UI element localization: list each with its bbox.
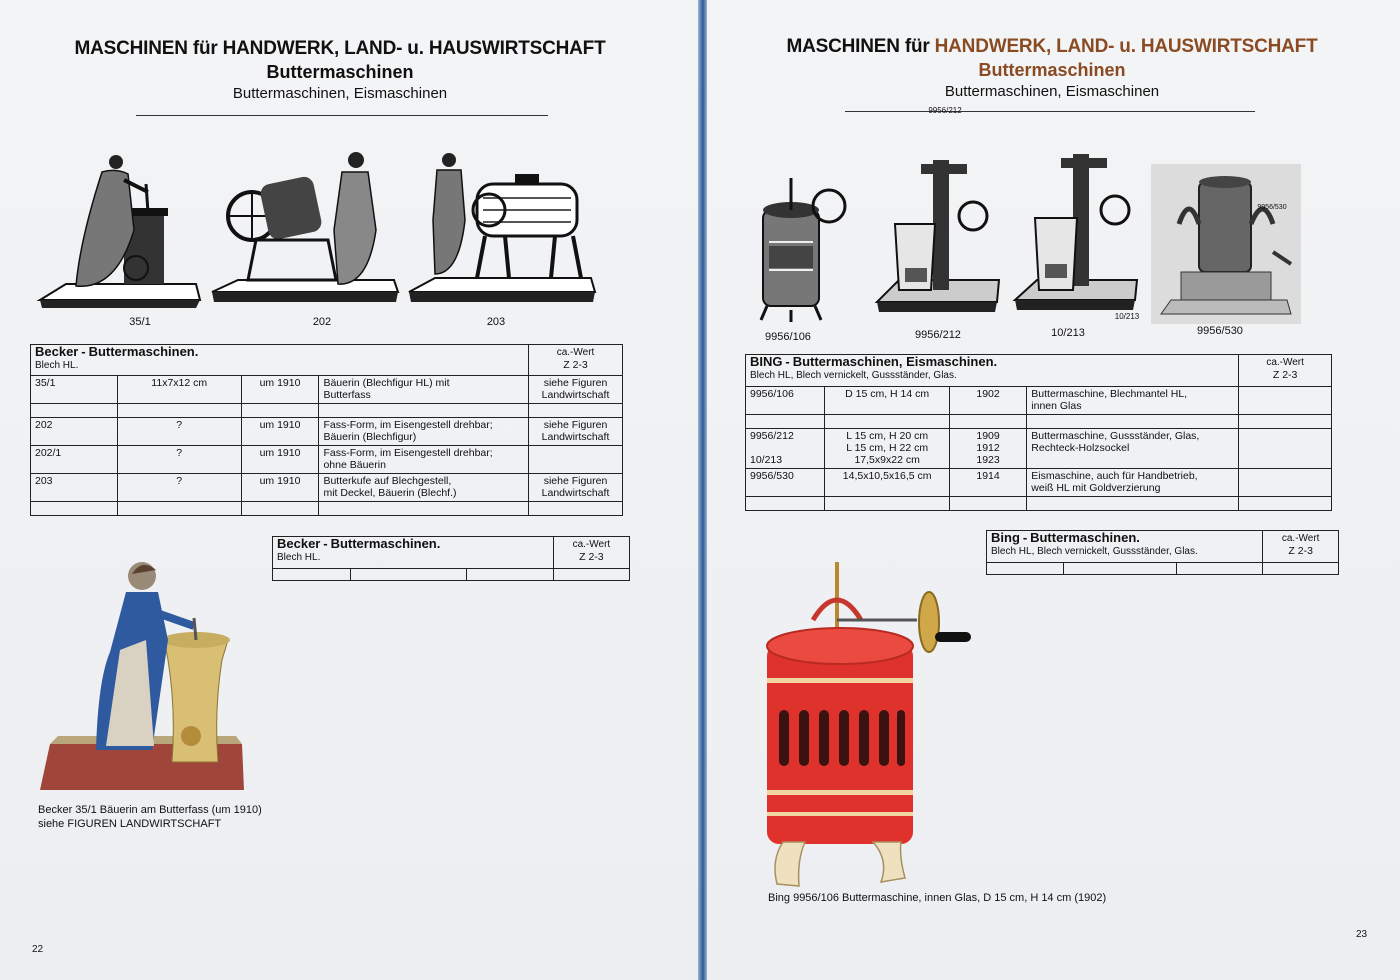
tub-churn-illustration [405, 150, 597, 312]
churn-9956-212-illustration [873, 150, 1003, 326]
right-page [707, 0, 1400, 980]
page-subtitle: Buttermaschinen, Eismaschinen [232, 85, 448, 102]
page-number: 22 [32, 944, 44, 955]
photo-caption: Bing 9956/106 Buttermaschine, innen Glas, D 15 cm, H 14 cm (1902) [768, 892, 1107, 904]
barrel-churn-illustration [208, 150, 400, 310]
table-row: 202 ? um 1910 Fass-Form, im Eisengestell drehbar; Bäuerin (Blechfigur) siehe Figuren Landwirtschaft [31, 418, 623, 446]
left-page [0, 0, 698, 980]
figure-label: 10/213 [1051, 327, 1085, 339]
table-row: 9956/212 10/213 L 15 cm, H 20 cm L 15 cm, H 22 cm 17,5x9x22 cm 1909 1912 1923 Buttermaschine, Gussständer, Glas, Rechteck-Holzsockel [746, 429, 1332, 469]
churn-woman-illustration [36, 150, 202, 315]
photo-caption: Becker 35/1 Bäuerin am Butterfass (um 1910) siehe FIGUREN LANDWIRTSCHAFT [38, 804, 262, 830]
table-row: 202/1 ? um 1910 Fass-Form, im Eisengestell drehbar; ohne Bäuerin [31, 446, 623, 474]
table-row: 9956/530 14,5x10,5x16,5 cm 1914 Eismaschine, auch für Handbetrieb, weiß HL mit Goldverzierung [746, 469, 1332, 497]
churn-9956-106-illustration [751, 170, 851, 328]
table-row [987, 563, 1339, 575]
figure-label: 9956/106 [765, 331, 811, 343]
table-title-cell: Becker - Buttermaschinen. Blech HL. [31, 345, 529, 376]
figure-inline-label: 9956/212 [928, 106, 962, 115]
value-header: ca.-Wert Z 2-3 [1263, 531, 1339, 563]
figure-label: 202 [312, 316, 332, 328]
becker-figure-photo [36, 560, 248, 804]
table-row: 9956/106 D 15 cm, H 14 cm 1902 Buttermaschine, Blechmantel HL, innen Glas [746, 387, 1332, 415]
table-row [746, 497, 1332, 511]
table-row: 203 ? um 1910 Butterkufe auf Blechgestell, mit Deckel, Bäuerin (Blechf.) siehe Figuren Landwirtschaft [31, 474, 623, 502]
red-butter-churn-photo [757, 560, 987, 890]
figure-label: 9956/530 [1197, 325, 1243, 337]
table-row [31, 502, 623, 516]
page-subheading: Buttermaschinen [978, 60, 1126, 80]
page-heading: MASCHINEN für HANDWERK, LAND- u. HAUSWIRTSCHAFT [786, 36, 1318, 57]
figure-label: 35/1 [129, 316, 151, 328]
ice-machine-9956-530-illustration [1151, 164, 1301, 324]
figure-inline-label: 10/213 [1114, 312, 1140, 321]
page-heading: MASCHINEN für HANDWERK, LAND- u. HAUSWIRTSCHAFT [74, 38, 606, 59]
table-title-cell: Becker - Buttermaschinen. Blech HL. [273, 537, 554, 569]
bing-table [745, 354, 1332, 511]
value-header: ca.-Wert Z 2-3 [553, 537, 629, 569]
table-row: 35/1 11x7x12 cm um 1910 Bäuerin (Blechfigur HL) mit Butterfass siehe Figuren Landwirtschaft [31, 376, 623, 404]
table-title-cell: BING - Buttermaschinen, Eismaschinen. Blech HL, Blech vernickelt, Gussständer, Glas. [746, 355, 1239, 387]
page-subtitle: Buttermaschinen, Eismaschinen [944, 83, 1160, 100]
figure-inline-label: 9956/530 [1257, 204, 1287, 211]
page-gutter [698, 0, 707, 980]
table-row [31, 404, 623, 418]
becker-table [30, 344, 623, 516]
figure-label: 203 [486, 316, 506, 328]
table-row [273, 569, 630, 581]
page-number: 23 [1356, 929, 1368, 940]
right-header [727, 36, 1377, 100]
header-rule [845, 111, 1255, 112]
value-header: ca.-Wert Z 2-3 [529, 345, 623, 376]
left-header [20, 38, 660, 102]
bing-table-2 [986, 530, 1339, 575]
table-title-cell: Bing - Buttermaschinen. Blech HL, Blech vernickelt, Gussständer, Glas. [987, 531, 1263, 563]
churn-10-213-illustration [1011, 150, 1141, 326]
page-subheading: Buttermaschinen [266, 62, 414, 82]
header-rule [136, 115, 548, 116]
becker-table-2 [272, 536, 630, 581]
table-row [746, 415, 1332, 429]
value-header: ca.-Wert Z 2-3 [1239, 355, 1332, 387]
figure-label: 9956/212 [915, 329, 961, 341]
